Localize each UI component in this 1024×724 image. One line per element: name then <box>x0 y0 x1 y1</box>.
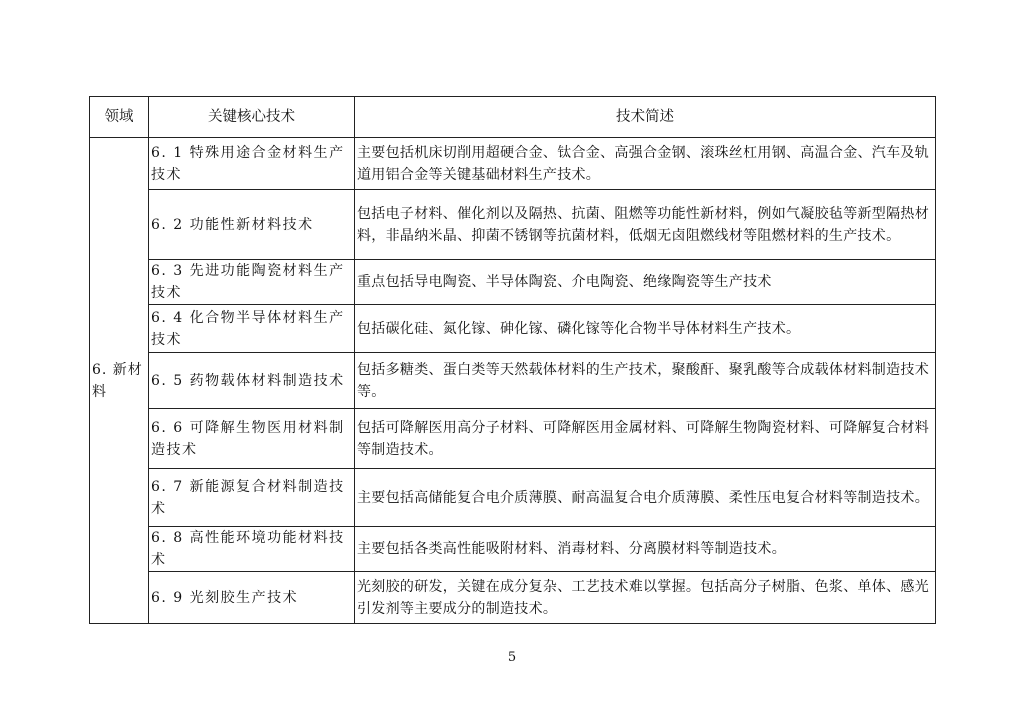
table-row <box>90 572 936 624</box>
tech-name-cell: 6. 1 特殊用途合金材料生产技术 <box>149 138 355 190</box>
tech-name-cell: 6. 5 药物载体材料制造技术 <box>149 353 355 409</box>
header-technology-description: 技术简述 <box>355 97 936 138</box>
page-number: 5 <box>507 650 517 665</box>
table-row <box>90 527 936 572</box>
table-row <box>90 260 936 305</box>
table-row <box>90 305 936 353</box>
technology-table <box>89 96 936 624</box>
tech-name-cell: 6. 4 化合物半导体材料生产技术 <box>149 305 355 353</box>
table-row <box>90 469 936 527</box>
header-domain: 领域 <box>90 97 149 138</box>
table-row <box>90 190 936 260</box>
tech-desc-cell: 包括可降解医用高分子材料、可降解医用金属材料、可降解生物陶瓷材料、可降解复合材料等制造技术。 <box>355 409 936 469</box>
tech-desc-cell: 主要包括各类高性能吸附材料、消毒材料、分离膜材料等制造技术。 <box>355 527 936 572</box>
tech-desc-cell: 包括碳化硅、氮化镓、砷化镓、磷化镓等化合物半导体材料生产技术。 <box>355 305 936 353</box>
table-row <box>90 353 936 409</box>
tech-name-cell: 6. 8 高性能环境功能材料技术 <box>149 527 355 572</box>
domain-cell: 6. 新材料 <box>90 138 149 624</box>
tech-desc-cell: 主要包括高储能复合电介质薄膜、耐高温复合电介质薄膜、柔性压电复合材料等制造技术。 <box>355 469 936 527</box>
tech-name-cell: 6. 7 新能源复合材料制造技术 <box>149 469 355 527</box>
tech-name-cell: 6. 9 光刻胶生产技术 <box>149 572 355 624</box>
tech-name-cell: 6. 6 可降解生物医用材料制造技术 <box>149 409 355 469</box>
table-header-row <box>90 97 936 138</box>
tech-name-cell: 6. 2 功能性新材料技术 <box>149 190 355 260</box>
tech-name-cell: 6. 3 先进功能陶瓷材料生产技术 <box>149 260 355 305</box>
tech-desc-cell: 重点包括导电陶瓷、半导体陶瓷、介电陶瓷、绝缘陶瓷等生产技术 <box>355 260 936 305</box>
tech-desc-cell: 包括电子材料、催化剂以及隔热、抗菌、阻燃等功能性新材料，例如气凝胶毡等新型隔热材料，非晶纳米晶、抑菌不锈钢等抗菌材料，低烟无卤阻燃线材等阻燃材料的生产技术。 <box>355 190 936 260</box>
header-key-technology: 关键核心技术 <box>149 97 355 138</box>
table-row <box>90 138 936 190</box>
tech-desc-cell: 包括多糖类、蛋白类等天然载体材料的生产技术，聚酸酐、聚乳酸等合成载体材料制造技术等。 <box>355 353 936 409</box>
tech-desc-cell: 主要包括机床切削用超硬合金、钛合金、高强合金钢、滚珠丝杠用钢、高温合金、汽车及轨道用铝合金等关键基础材料生产技术。 <box>355 138 936 190</box>
tech-desc-cell: 光刻胶的研发，关键在成分复杂、工艺技术难以掌握。包括高分子树脂、色浆、单体、感光引发剂等主要成分的制造技术。 <box>355 572 936 624</box>
table-row <box>90 409 936 469</box>
